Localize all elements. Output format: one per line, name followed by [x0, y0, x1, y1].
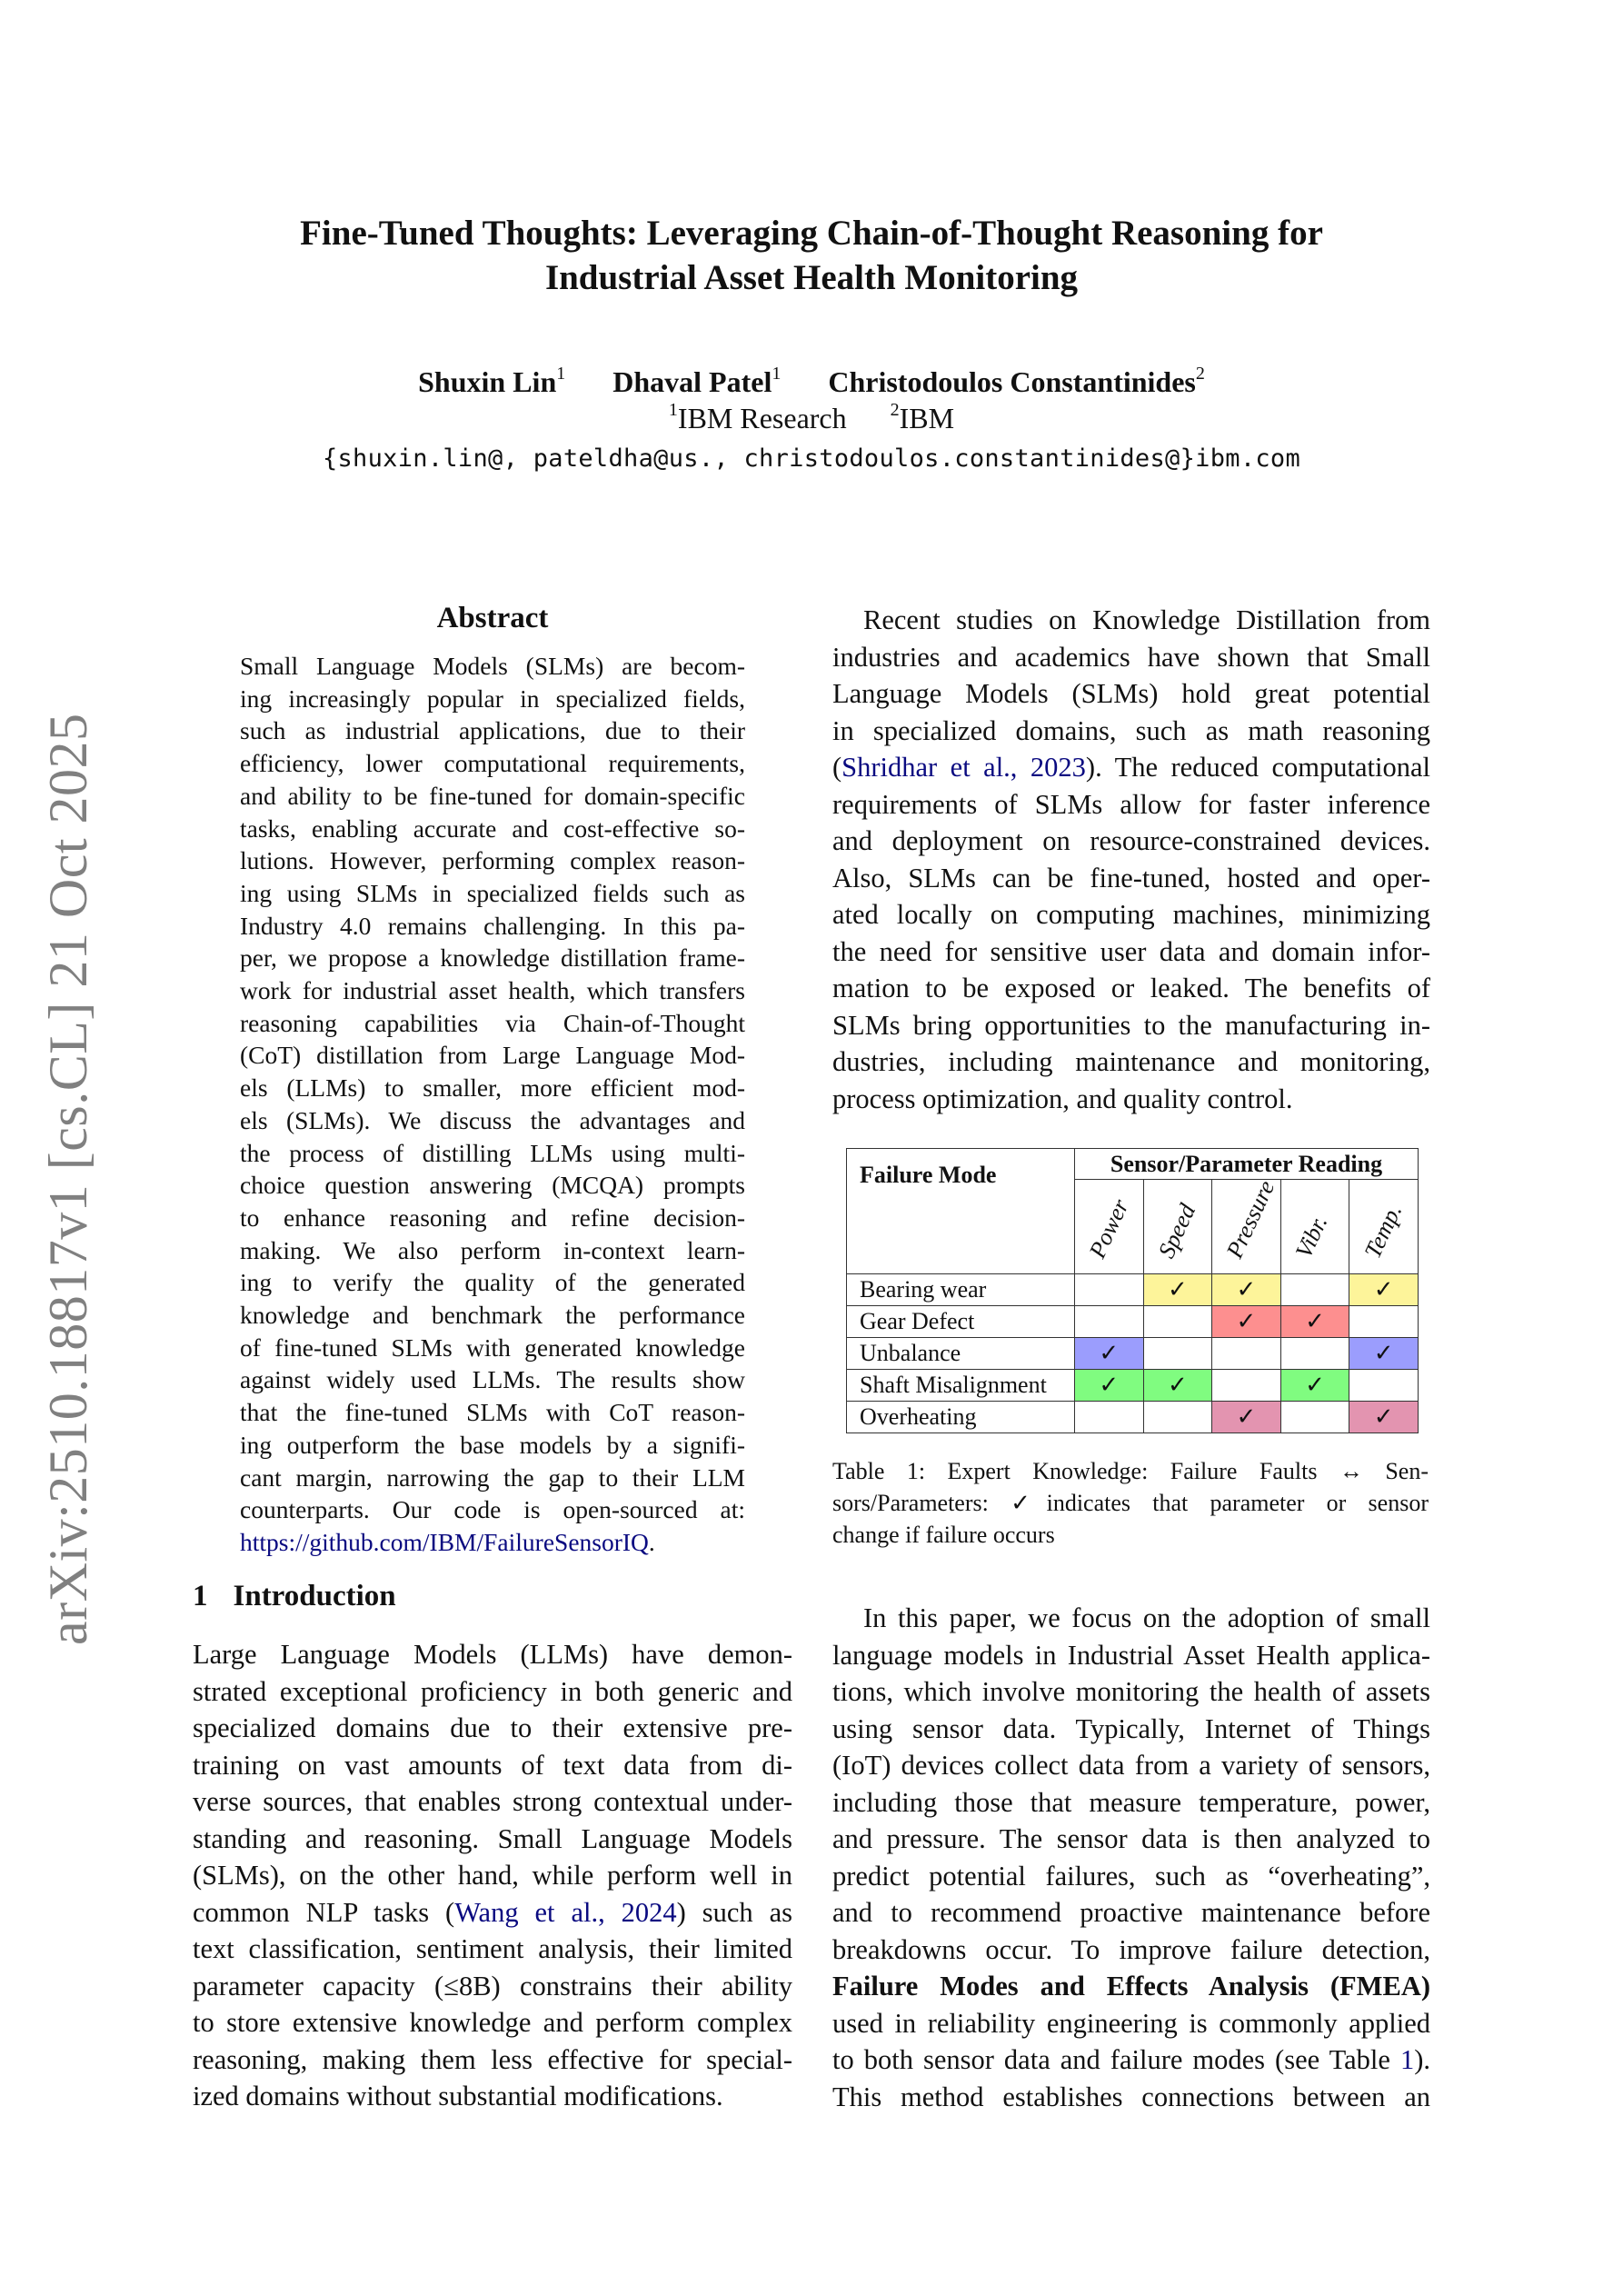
- arxiv-stamp: arXiv:2510.18817v1 [cs.CL] 21 Oct 2025: [38, 713, 98, 1645]
- check-cell: [1075, 1370, 1144, 1402]
- text-line: This method establishes connections between an: [832, 2081, 1430, 2112]
- section-number: 1: [193, 1580, 208, 1612]
- text-line: Large Language Models (LLMs) have demon-: [193, 1639, 792, 1670]
- table-1: [846, 1148, 1419, 1433]
- table-row: [847, 1306, 1419, 1338]
- text-line: dustries, including maintenance and monitoring,: [832, 1046, 1430, 1077]
- text-line: strated exceptional proficiency in both generic and: [193, 1675, 792, 1707]
- checkmark-icon: ✓: [1373, 1403, 1394, 1430]
- affiliation: [891, 402, 954, 434]
- author-emails: {shuxin.lin@, pateldha@us., christodoulos.constantinides@}ibm.com: [322, 444, 1301, 473]
- affiliation-marker: 2: [1195, 364, 1205, 384]
- failure-mode-name: Gear Defect: [847, 1306, 1075, 1338]
- check-cell: [1349, 1338, 1419, 1370]
- text-line: standing and reasoning. Small Language Models: [193, 1822, 792, 1854]
- author: [418, 365, 565, 398]
- text-line: language models in Industrial Asset Health applica-: [832, 1639, 1430, 1671]
- abstract-line: reasoning capabilities via Chain-of-Thought: [240, 1008, 745, 1037]
- abstract-line: of fine-tuned SLMs with generated knowledge: [240, 1333, 745, 1362]
- checkmark-icon: ✓: [1099, 1372, 1120, 1398]
- abstract-line: the process of distilling LLMs using multi-: [240, 1138, 745, 1167]
- caption-line: change if failure occurs: [832, 1522, 1055, 1548]
- text-line: and pressure. The sensor data is then analyzed to: [832, 1823, 1430, 1854]
- author-name: Shuxin Lin: [418, 365, 557, 398]
- text-line: and to recommend proactive maintenance before: [832, 1897, 1430, 1928]
- abstract-link-line: https://github.com/IBM/FailureSensorIQ.: [240, 1527, 655, 1556]
- abstract-line: to enhance reasoning and refine decision-: [240, 1203, 745, 1232]
- abstract-line: work for industrial asset health, which transfers: [240, 976, 745, 1005]
- check-cell: [1143, 1274, 1212, 1306]
- section-heading-introduction: [193, 1577, 396, 1615]
- empty-cell: [1280, 1274, 1349, 1306]
- abstract-line: els (SLMs). We discuss the advantages and: [240, 1105, 745, 1134]
- affiliation-marker: 1: [556, 364, 566, 384]
- caption-line: Table 1: Expert Knowledge: Failure Faults ↔ Sen-: [832, 1458, 1429, 1484]
- checkmark-icon: ✓: [1305, 1308, 1325, 1334]
- text-line: tions, which involve monitoring the health of assets: [832, 1676, 1430, 1707]
- empty-cell: [1143, 1306, 1212, 1338]
- repo-link[interactable]: https://github.com/IBM/FailureSensorIQ: [240, 1527, 649, 1556]
- text-line: reasoning, making them less effective for special-: [193, 2043, 792, 2075]
- text-line: common NLP tasks (Wang et al., 2024) such as: [193, 1896, 792, 1928]
- text-line: mation to be exposed or leaked. The benefits of: [832, 973, 1430, 1003]
- check-cell: [1280, 1306, 1349, 1338]
- text-line: training on vast amounts of text data from di-: [193, 1749, 792, 1781]
- abstract-body: [240, 650, 745, 1559]
- text-line: Recent studies on Knowledge Distillation from: [863, 604, 1430, 635]
- column-header-label: Pressure: [1221, 1176, 1280, 1263]
- column-header-power: [1075, 1180, 1144, 1274]
- text-line: Also, SLMs can be fine-tuned, hosted and oper-: [832, 862, 1430, 893]
- text-line: text classification, sentiment analysis, their limited: [193, 1933, 792, 1964]
- text-line: parameter capacity (≤8B) constrains their ability: [193, 1970, 792, 2002]
- column-header-label: Vibr.: [1289, 1211, 1333, 1263]
- column-header-pressure: [1212, 1176, 1281, 1274]
- column-header-label: Power: [1084, 1194, 1135, 1263]
- text-line: in specialized domains, such as math reasoning: [832, 714, 1430, 746]
- intro-right-paragraph-1: [832, 602, 1430, 1117]
- table-row: [847, 1338, 1419, 1370]
- checkmark-icon: ✓: [1167, 1276, 1188, 1303]
- check-cell: [1212, 1402, 1281, 1433]
- abstract-line: and ability to be fine-tuned for domain-specific: [240, 781, 745, 810]
- author-list: [0, 364, 1623, 400]
- caption-line: sors/Parameters: ✓indicates that parameter or sensor: [832, 1490, 1429, 1516]
- text-line: specialized domains due to their extensive pre-: [193, 1712, 792, 1743]
- header-failure-mode: Failure Mode: [847, 1149, 1075, 1274]
- checkmark-icon: ✓: [1236, 1276, 1257, 1303]
- affiliation-name: IBM Research: [677, 402, 847, 434]
- failure-mode-name: Overheating: [847, 1402, 1075, 1433]
- author-name: Christodoulos Constantinides: [828, 365, 1196, 398]
- abstract-line: per, we propose a knowledge distillation frame-: [240, 943, 745, 973]
- abstract-line: tasks, enabling accurate and cost-effective so-: [240, 814, 745, 843]
- affiliation-name: IBM: [899, 402, 955, 434]
- affiliation-number: 2: [890, 400, 900, 420]
- check-cell: [1349, 1274, 1419, 1306]
- text-line: ated locally on computing machines, minimizing: [832, 899, 1430, 930]
- text-line: [832, 1968, 1430, 2005]
- text-line: SLMs bring opportunities to the manufacturing in-: [832, 1009, 1430, 1041]
- empty-cell: [1280, 1338, 1349, 1370]
- empty-cell: [1075, 1306, 1144, 1338]
- table-caption: [832, 1455, 1429, 1551]
- checkmark-icon: ✓: [1236, 1308, 1257, 1334]
- header-sensor-group: Sensor/Parameter Reading: [1075, 1149, 1419, 1180]
- abstract-line: ing increasingly popular in specialized fields,: [240, 684, 745, 713]
- text-line: using sensor data. Typically, Internet of Things: [832, 1712, 1430, 1744]
- abstract-line: such as industrial applications, due to their: [240, 716, 745, 745]
- text-line: (IoT) devices collect data from a variety of sensors,: [832, 1750, 1430, 1781]
- citation-link[interactable]: 1: [1399, 2044, 1415, 2075]
- title-line: Fine-Tuned Thoughts: Leveraging Chain-of-Thought Reasoning for: [300, 214, 1323, 253]
- table-row: [847, 1370, 1419, 1402]
- abstract-line: knowledge and benchmark the performance: [240, 1301, 745, 1330]
- empty-cell: [1212, 1338, 1281, 1370]
- text-line: verse sources, that enables strong contextual under-: [193, 1786, 792, 1817]
- section-title: Introduction: [233, 1580, 396, 1612]
- empty-cell: [1280, 1402, 1349, 1433]
- checkmark-icon: ✓: [1305, 1372, 1325, 1398]
- abstract-line: against widely used LLMs. The results show: [240, 1365, 745, 1394]
- column-header-label: Speed: [1152, 1200, 1201, 1263]
- intro-right-paragraph-2: [832, 1600, 1430, 2115]
- affiliation-number: 1: [668, 400, 678, 420]
- checkmark-icon: ✓: [1373, 1340, 1394, 1366]
- author-name: Dhaval Patel: [612, 365, 772, 398]
- title-line: Industrial Asset Health Monitoring: [544, 258, 1079, 297]
- abstract-line: Industry 4.0 remains challenging. In this pa-: [240, 911, 745, 940]
- abstract-line: that the fine-tuned SLMs with CoT reason-: [240, 1398, 745, 1427]
- column-header-temp: [1349, 1180, 1419, 1274]
- citation-link[interactable]: Wang et al., 2024: [454, 1896, 677, 1928]
- abstract-line: efficiency, lower computational requirements,: [240, 749, 745, 778]
- table-row: [847, 1274, 1419, 1306]
- abstract-line: ing using SLMs in specialized fields such as: [240, 878, 745, 907]
- empty-cell: [1143, 1402, 1212, 1433]
- check-cell: [1212, 1274, 1281, 1306]
- author: [612, 365, 781, 398]
- check-cell: [1349, 1402, 1419, 1433]
- abstract-line: making. We also perform in-context learn-: [240, 1235, 745, 1264]
- text-line: predict potential failures, such as “overheating”,: [832, 1860, 1430, 1892]
- abstract-line: counterparts. Our code is open-sourced at:: [240, 1495, 745, 1524]
- abstract-line: (CoT) distillation from Large Language Mod-: [240, 1041, 745, 1070]
- failure-mode-name: Unbalance: [847, 1338, 1075, 1370]
- text-line: ized domains without substantial modifications.: [193, 2081, 723, 2111]
- checkmark-icon: ✓: [1236, 1403, 1257, 1430]
- abstract-line: ing outperform the base models by a signifi-: [240, 1430, 745, 1459]
- affiliation: [669, 402, 847, 434]
- text-line: In this paper, we focus on the adoption of small: [863, 1602, 1430, 1633]
- failure-sensor-table: [846, 1148, 1419, 1433]
- checkmark-icon: ✓: [1167, 1372, 1188, 1398]
- empty-cell: [1349, 1370, 1419, 1402]
- check-cell: [1075, 1338, 1144, 1370]
- failure-mode-name: Bearing wear: [847, 1274, 1075, 1306]
- text-line: process optimization, and quality control.: [832, 1083, 1293, 1114]
- text-line: to store extensive knowledge and perform complex: [193, 2007, 792, 2038]
- author: [828, 365, 1205, 398]
- empty-cell: [1212, 1370, 1281, 1402]
- empty-cell: [1075, 1402, 1144, 1433]
- abstract-line: choice question answering (MCQA) prompts: [240, 1171, 745, 1200]
- text-line: the need for sensitive user data and domain infor-: [832, 935, 1430, 967]
- affiliation-marker: 1: [772, 364, 782, 384]
- abstract-line: els (LLMs) to smaller, more efficient mod-: [240, 1073, 745, 1103]
- abstract-line: Small Language Models (SLMs) are becom-: [240, 652, 745, 680]
- column-header-speed: [1143, 1180, 1212, 1274]
- empty-cell: [1075, 1274, 1144, 1306]
- text-line: Language Models (SLMs) hold great potential: [832, 678, 1430, 709]
- text-line: used in reliability engineering is commonly applied: [832, 2007, 1430, 2039]
- abstract-line: lutions. However, performing complex reason-: [240, 846, 745, 875]
- check-cell: [1280, 1370, 1349, 1402]
- table-row: [847, 1402, 1419, 1433]
- text-line: and deployment on resource-constrained devices.: [832, 825, 1430, 856]
- checkmark-icon: ✓: [1373, 1276, 1394, 1303]
- text-line: including those that measure temperature, power,: [832, 1786, 1430, 1818]
- bold-term: Failure Modes and Effects Analysis (FMEA): [832, 1971, 1430, 2002]
- text-line: (SLMs), on the other hand, while perform well in: [193, 1860, 792, 1891]
- text-line: breakdowns occur. To improve failure detection,: [832, 1933, 1430, 1965]
- text-line: to both sensor data and failure modes (see Table 1).: [832, 2044, 1430, 2075]
- abstract-heading: Abstract: [436, 602, 549, 634]
- intro-left-column: [193, 1636, 792, 2115]
- paper-title: [0, 211, 1623, 300]
- check-cell: [1212, 1306, 1281, 1338]
- abstract-line: cant margin, narrowing the gap to their LLM: [240, 1462, 745, 1492]
- column-header-label: Temp.: [1359, 1200, 1407, 1263]
- empty-cell: [1143, 1338, 1212, 1370]
- checkmark-icon: ✓: [1099, 1340, 1120, 1366]
- text-line: requirements of SLMs allow for faster inference: [832, 788, 1430, 820]
- failure-mode-name: Shaft Misalignment: [847, 1370, 1075, 1402]
- column-header-vibr: [1280, 1180, 1349, 1274]
- text-line: (Shridhar et al., 2023). The reduced computational: [832, 752, 1431, 783]
- abstract-line: ing to verify the quality of the generated: [240, 1268, 745, 1297]
- citation-link[interactable]: Shridhar et al., 2023: [841, 752, 1086, 783]
- check-cell: [1143, 1370, 1212, 1402]
- affiliations: [0, 400, 1623, 436]
- text-line: industries and academics have shown that Small: [832, 641, 1430, 673]
- empty-cell: [1349, 1306, 1419, 1338]
